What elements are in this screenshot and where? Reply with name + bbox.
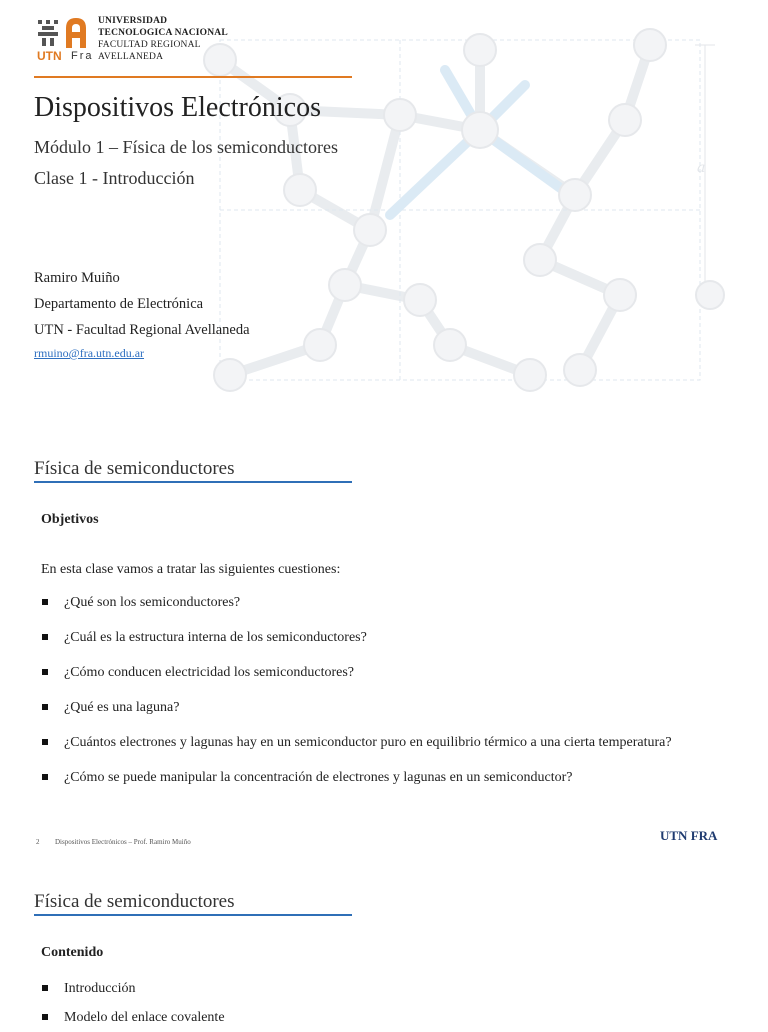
author-email-link[interactable]: rmuino@fra.utn.edu.ar — [34, 346, 145, 360]
list-item: ¿Cuántos electrones y lagunas hay en un semiconductor puro en equilibrio térmico a una cierta temperatura? — [41, 728, 681, 757]
presentation-title: Dispositivos Electrónicos — [34, 92, 321, 123]
logo-fra-text: Fra — [71, 50, 94, 62]
logo-utn-text: UTN — [37, 49, 62, 63]
list-item: ¿Cómo se puede manipular la concentración de electrones y lagunas en un semiconductor? — [41, 763, 681, 792]
utn-logo-icon — [36, 14, 96, 50]
crystal-lattice-illustration — [180, 0, 750, 430]
objectives-label: Objetivos — [41, 512, 99, 527]
footer-brand: UTN FRA — [660, 828, 718, 843]
bullet-square-icon — [42, 985, 48, 991]
objectives-list — [41, 588, 681, 798]
objectives-intro: En esta clase vamos a tratar las siguientes cuestiones: — [41, 562, 341, 577]
section-divider — [34, 481, 352, 483]
list-item: Introducción — [41, 974, 681, 1003]
author-name: Ramiro Muiño — [34, 270, 120, 286]
title-slide — [0, 0, 768, 430]
list-item: ¿Qué es una laguna? — [41, 693, 681, 722]
footer-text: Dispositivos Electrónicos – Prof. Ramiro Muiño — [55, 838, 191, 846]
author-institution: UTN - Facultad Regional Avellaneda — [34, 322, 250, 338]
content-list — [41, 974, 681, 1032]
list-item: Modelo del enlace covalente — [41, 1003, 681, 1032]
list-item: ¿Cuál es la estructura interna de los semiconductores? — [41, 623, 681, 652]
section-divider — [34, 914, 352, 916]
class-subtitle: Clase 1 - Introducción — [34, 168, 195, 188]
bullet-square-icon — [42, 634, 48, 640]
bullet-square-icon — [42, 704, 48, 710]
header-divider — [34, 76, 352, 78]
content-label: Contenido — [41, 945, 104, 960]
author-department: Departamento de Electrónica — [34, 296, 204, 312]
bullet-square-icon — [42, 739, 48, 745]
bullet-square-icon — [42, 774, 48, 780]
list-item: ¿Qué son los semiconductores? — [41, 588, 681, 617]
module-subtitle: Módulo 1 – Física de los semiconductores — [34, 137, 338, 157]
section-heading: Física de semiconductores — [34, 458, 235, 479]
bullet-square-icon — [42, 1014, 48, 1020]
section-heading: Física de semiconductores — [34, 891, 235, 912]
lattice-constant-label: a — [697, 160, 706, 176]
bullet-square-icon — [42, 599, 48, 605]
list-item: ¿Cómo conducen electricidad los semiconductores? — [41, 658, 681, 687]
university-name: UNIVERSIDAD TECNOLOGICA NACIONAL FACULTAD REGIONAL AVELLANEDA — [98, 16, 228, 62]
page-number: 2 — [36, 838, 40, 846]
bullet-square-icon — [42, 669, 48, 675]
